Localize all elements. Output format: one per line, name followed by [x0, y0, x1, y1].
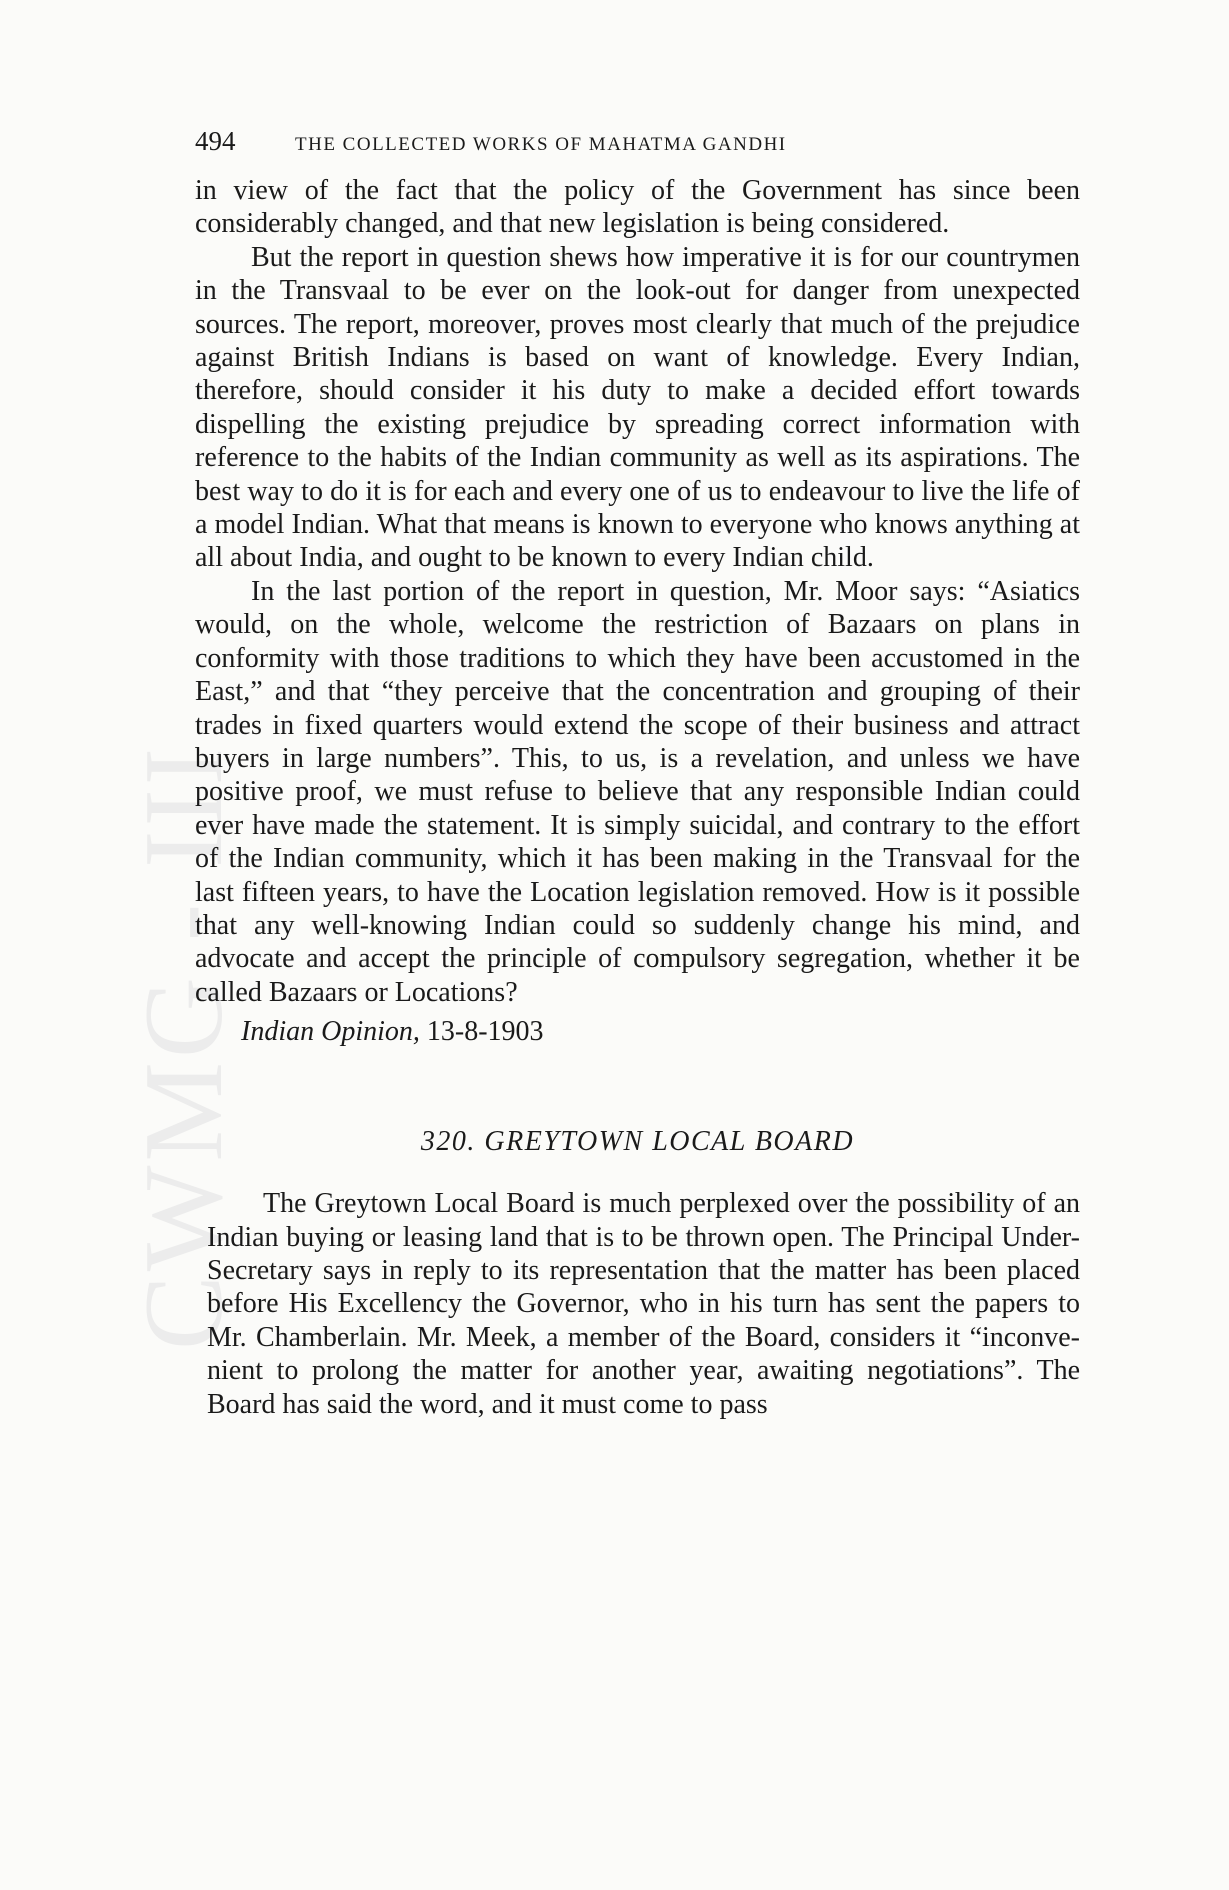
- paragraph: in view of the fact that the policy of the Government has since been considerably changed, and that new legislation is being considered.: [195, 175, 1080, 240]
- source-citation: [195, 1015, 1080, 1049]
- section-heading: 320. GREYTOWN LOCAL BOARD: [420, 1126, 855, 1158]
- running-header-title: THE COLLECTED WORKS OF MAHATMA GANDHI: [295, 134, 787, 155]
- article-body: [195, 174, 1080, 1009]
- paragraph: In the last portion of the report in question, Mr. Moor says: “Asiatics would, on the whole, welcome the restriction of Bazaars on plans in conformity with those traditions to which they have been accustomed in the East,” and that “they perceive that the concentration and grouping of their trades in fixed quarters would extend the scope of their business and attract buyers in large numbers”. This, to us, is a revelation, and unless we have positive proof, we must refuse to believe that any responsible Indian could ever have made the statement. It is simply suicidal, and contrary to the effort of the Indian community, which it has been making in the Transvaal for the last fifteen years, to have the Location legislation removed. How is it possible that any well-knowing Indian could so suddenly change his mind, and advocate and accept the principle of compulsory segregation, whether it be called Bazaars or Locations?: [195, 575, 1080, 1008]
- section-body: [207, 1187, 1080, 1421]
- running-header: [195, 126, 1080, 166]
- paragraph: But the report in question shews how imperative it is for our countrymen in the Transvaal to be ever on the look-out for danger from unexpected sources. The report, moreover, proves most clearly that much of the prejudice against British Indians is based on want of knowledge. Every Indian, therefore, should consider it his duty to make a decided effort towards dispelling the existing prejudice by spreading correct information with reference to the habits of the Indian community as well as its aspirations. The best way to do it is for each and every one of us to endeavour to live the life of a model Indian. What that means is known to everyone who knows anything at all about India, and ought to be known to every Indian child.: [195, 241, 1080, 574]
- citation-date: 13-8-1903: [426, 1016, 544, 1048]
- citation-source: Indian Opinion,: [241, 1016, 420, 1048]
- paragraph: The Greytown Local Board is much perplexed over the possibility of an Indian buying or leasing land that is to be thrown open. The Principal Under-Secretary says in reply to its representation that the matter has been placed before His Excellency the Governor, who in his turn has sent the papers to Mr. Chamberlain. Mr. Meek, a member of the Board, considers it “inconvenient to prolong the matter for another year, awaiting negotiations”. The Board has said the word, and it must come to pass: [207, 1188, 1080, 1420]
- page-number: 494: [195, 126, 236, 156]
- watermark: CWMG - III: [122, 743, 246, 1350]
- book-page: [195, 126, 1080, 1421]
